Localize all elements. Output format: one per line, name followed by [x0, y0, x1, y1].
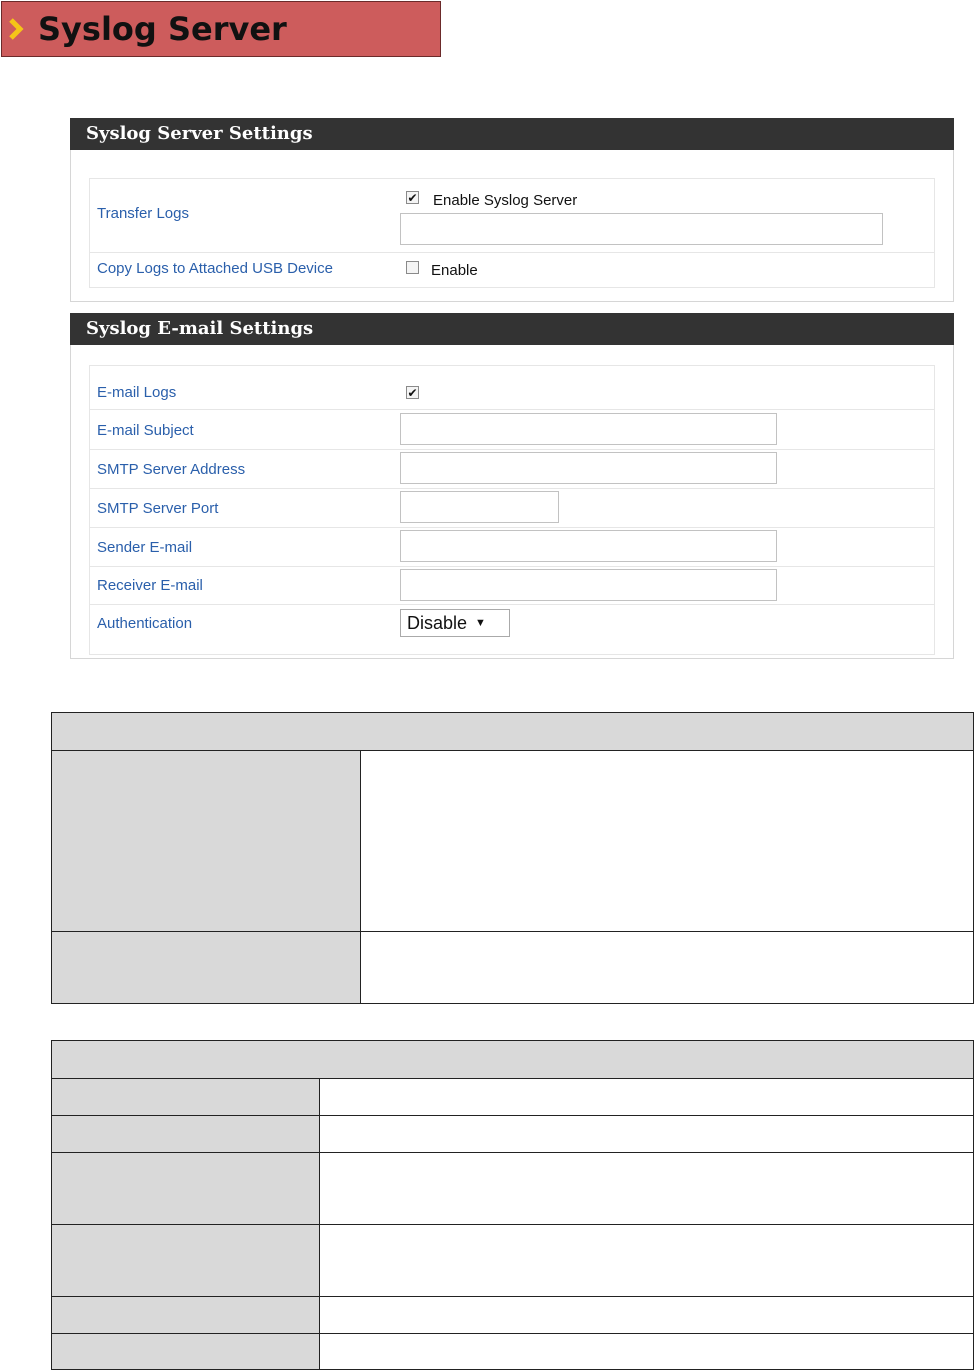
receiver-email-input[interactable]: [400, 569, 777, 601]
copy-logs-label: Copy Logs to Attached USB Device: [97, 260, 333, 277]
dropdown-arrow-icon: ▼: [475, 617, 486, 629]
table-row-label: [52, 1116, 320, 1153]
smtp-server-address-label: SMTP Server Address: [97, 461, 246, 478]
email-logs-label: E-mail Logs: [97, 384, 177, 401]
table-row-value: [320, 1116, 974, 1153]
smtp-server-address-input[interactable]: [400, 452, 777, 484]
table-row-label: [52, 751, 361, 932]
syslog-email-settings-panel: [70, 313, 954, 659]
email-subject-label: E-mail Subject: [97, 422, 194, 439]
table-header: [52, 713, 974, 751]
email-logs-checkbox[interactable]: ✔: [407, 385, 418, 400]
smtp-server-port-input[interactable]: [400, 491, 559, 523]
page-title-banner: [1, 1, 441, 57]
sender-email-label: Sender E-mail: [97, 539, 193, 556]
transfer-logs-label: Transfer Logs: [97, 205, 189, 222]
table-row-label: [52, 932, 361, 1004]
table-row-value: [320, 1153, 974, 1225]
server-settings-description-table: [51, 712, 974, 1004]
copy-logs-enable-label: Enable: [431, 262, 478, 279]
email-subject-input[interactable]: [400, 413, 777, 445]
syslog-server-settings-panel: [70, 118, 954, 302]
table-header: [52, 1041, 974, 1079]
copy-logs-enable-checkbox[interactable]: [406, 261, 419, 274]
enable-syslog-checkbox[interactable]: ✔: [407, 190, 418, 205]
enable-syslog-label: Enable Syslog Server: [433, 192, 578, 209]
authentication-label: Authentication: [97, 615, 193, 632]
table-row-value: [361, 751, 974, 932]
table-row-label: [52, 1153, 320, 1225]
table-row-label: [52, 1297, 320, 1334]
panel-header: Syslog Server Settings: [70, 118, 954, 150]
syslog-server-input[interactable]: [400, 213, 883, 245]
authentication-select[interactable]: [400, 609, 510, 637]
panel-header: Syslog E-mail Settings: [70, 313, 954, 345]
table-row-value: [320, 1079, 974, 1116]
sender-email-input[interactable]: [400, 530, 777, 562]
authentication-selected-value: Disable: [407, 612, 468, 633]
table-row-label: [52, 1225, 320, 1297]
table-row-value: [361, 932, 974, 1004]
email-settings-description-table: [51, 1040, 974, 1370]
table-row-label: [52, 1334, 320, 1370]
table-row-value: [320, 1297, 974, 1334]
table-row-value: [320, 1225, 974, 1297]
receiver-email-label: Receiver E-mail: [97, 577, 203, 594]
table-row-label: [52, 1079, 320, 1116]
page-title: Syslog Server: [38, 10, 287, 48]
table-row-value: [320, 1334, 974, 1370]
chevron-right-icon: [8, 17, 26, 41]
smtp-server-port-label: SMTP Server Port: [97, 500, 219, 517]
